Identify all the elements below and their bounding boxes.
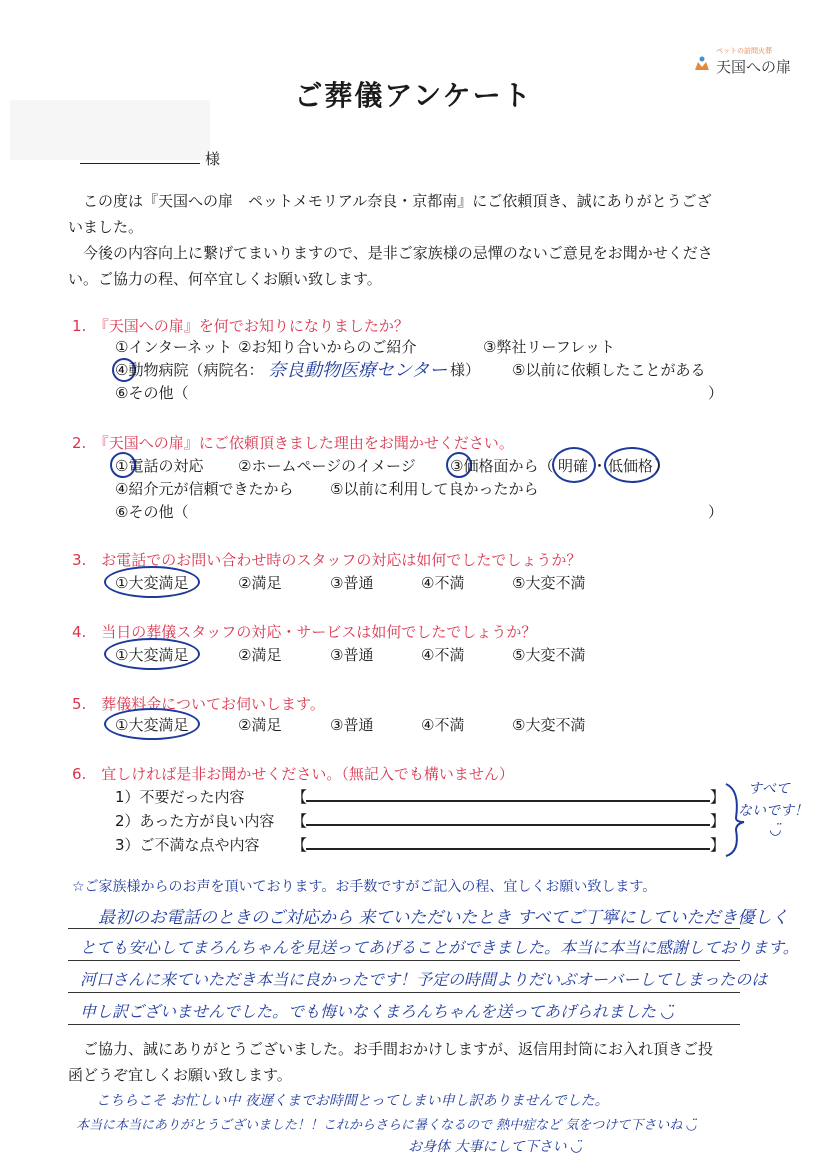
rating-option[interactable]: ②満足 [238, 574, 282, 592]
question-3: 3. お電話でのお問い合わせ時のスタッフの対応は如何でしたでしょうか？ [72, 551, 582, 569]
q1-option[interactable]: ③弊社リーフレット [483, 338, 615, 356]
answer-line[interactable] [306, 824, 710, 826]
handwritten-comment: とても安心してまろんちゃんを見送ってあげることができました。本当に本当に感謝しております。 [80, 938, 799, 957]
handwritten-closing: お身体 大事にして下さい ◡̈ [408, 1139, 582, 1155]
rating-option[interactable]: ④不満 [421, 646, 465, 664]
question-5: 5. 葬儀料金についてお伺いします。 [72, 695, 325, 713]
paw-flower-icon [692, 54, 712, 74]
comment-line [68, 1024, 740, 1025]
answer-line[interactable] [306, 848, 710, 850]
bracket-close: 】 [710, 812, 726, 830]
rating-option[interactable]: ⑤大変不満 [512, 716, 586, 734]
intro-line: い。ご協力の程、何卒宜しくお願い致します。 [68, 270, 382, 288]
question-4: 4. 当日の葬儀スタッフの対応・サービスは如何でしたでしょうか？ [72, 623, 537, 641]
bracket-close: ） [708, 384, 724, 402]
q2-option[interactable]: ②ホームページのイメージ [238, 457, 416, 475]
rating-option[interactable]: ⑤大変不満 [512, 574, 586, 592]
logo-tagline: ペットの訪問火葬 [716, 47, 772, 55]
q1-option[interactable]: ④動物病院（病院名： [115, 361, 264, 379]
bracket-close: ） [708, 503, 724, 521]
rating-option[interactable]: ②満足 [238, 646, 282, 664]
bracket-close: 】 [710, 836, 726, 854]
comment-line [68, 960, 740, 961]
q1-option-end: 様） [450, 361, 481, 379]
answer-line[interactable] [306, 800, 710, 802]
handwritten-note: ないです！ [738, 803, 808, 819]
bracket-open: 【 [292, 788, 308, 806]
handwritten-comment: 申し訳ございませんでした。でも悔いなくまろんちゃんを送ってあげられました ◡̈ [80, 1002, 674, 1021]
question-2: 2. 『天国への扉』にご依頼頂きました理由をお聞かせください。 [72, 434, 514, 452]
salutation: 様 [205, 150, 221, 168]
comment-line [68, 928, 740, 929]
q1-option[interactable]: ⑤以前に依頼したことがある [512, 361, 706, 379]
q1-option[interactable]: ①インターネット [115, 338, 233, 356]
rating-option[interactable]: ③普通 [330, 646, 374, 664]
question-1: 1. 『天国への扉』を何でお知りになりましたか？ [72, 317, 409, 335]
closing-paragraph [68, 1036, 748, 1088]
intro-paragraph [68, 188, 748, 292]
comments-header: ☆ご家族様からのお声を頂いております。お手数ですがご記入の程、宜しくお願い致します。 [72, 879, 657, 895]
handwritten-comment: 河口さんに来ていただき本当に良かったです！予定の時間よりだいぶオーバーしてしまったのは [80, 970, 768, 989]
rating-option[interactable]: ④不満 [421, 574, 465, 592]
intro-line: この度は『天国への扉 ペットメモリアル奈良・京都南』にご依頼頂き、誠にありがとうござ [83, 192, 712, 210]
q2-option[interactable]: ⑤以前に利用して良かったから [330, 480, 539, 498]
intro-line: いました。 [68, 218, 144, 236]
separator-dot: ・ [592, 457, 608, 475]
q6-item-label: 2）あった方が良い内容 [115, 812, 275, 830]
bracket-close: ） [654, 457, 670, 475]
question-6: 6. 宜しければ是非お聞かせください。（無記入でも構いません） [72, 765, 514, 783]
page-title: ご葬儀アンケート [294, 79, 533, 112]
q6-item-1 [115, 786, 245, 807]
handwritten-comment: 最初のお電話のときのご対応から 来ていただいたとき すべてご丁寧にしていただき優しく [98, 908, 789, 928]
comment-line [68, 992, 740, 993]
bracket-open: 【 [292, 836, 308, 854]
q6-item-label: 1）不要だった内容 [115, 788, 245, 806]
bracket-open: 【 [292, 812, 308, 830]
q1-option[interactable]: ⑥その他（ [115, 384, 189, 402]
q2-option-lowprice[interactable]: 低価格 [608, 457, 654, 475]
q2-option-clear[interactable]: 明確 [558, 457, 589, 475]
rating-option[interactable]: ③普通 [330, 716, 374, 734]
q1-option[interactable]: ②お知り合いからのご紹介 [238, 338, 417, 356]
logo-name: 天国への扉 [716, 58, 792, 76]
rating-option[interactable]: ⑤大変不満 [512, 646, 586, 664]
rating-option[interactable]: ①大変満足 [115, 646, 189, 664]
handwritten-note: すべて [748, 781, 790, 797]
q2-option[interactable]: ⑥その他（ [115, 503, 189, 521]
closing-line: 函どうぞ宜しくお願い致します。 [68, 1066, 292, 1084]
closing-line: ご協力、誠にありがとうございました。お手間おかけしますが、返信用封筒にお入れ頂きご投 [83, 1040, 714, 1058]
intro-line: 今後の内容向上に繋げてまいりますので、是非ご家族様の忌憚のないご意見をお聞かせくださ [83, 244, 713, 262]
rating-option[interactable]: ②満足 [238, 716, 282, 734]
handwritten-closing: こちらこそ お忙しい中 夜遅くまでお時間とってしまい申し訳ありませんでした。 [96, 1093, 609, 1109]
handwritten-clinic-name: 奈良動物医療センター [268, 360, 448, 381]
redacted-name [10, 100, 210, 160]
q2-option[interactable]: ③価格面から（ [450, 457, 554, 475]
handwritten-closing: 本当に本当にありがとうございました！！これからさらに暑くなるので 熱中症など 気をつけて下さいね ◡̈ [76, 1118, 697, 1133]
rating-option[interactable]: ①大変満足 [115, 574, 189, 592]
q2-option[interactable]: ④紹介元が信頼できたから [115, 480, 294, 498]
bracket-close: 】 [710, 788, 726, 806]
q6-item-label: 3）ご不満な点や内容 [115, 836, 260, 854]
q2-option[interactable]: ①電話の対応 [115, 457, 204, 475]
rating-option[interactable]: ①大変満足 [115, 716, 189, 734]
q6-item-2 [115, 810, 274, 831]
q6-item-3 [115, 834, 260, 855]
rating-option[interactable]: ③普通 [330, 574, 374, 592]
rating-option[interactable]: ④不満 [421, 716, 465, 734]
smile-icon: ◡̈ [770, 822, 781, 838]
hand-drawn-brace [722, 780, 748, 860]
name-underline [80, 163, 200, 164]
